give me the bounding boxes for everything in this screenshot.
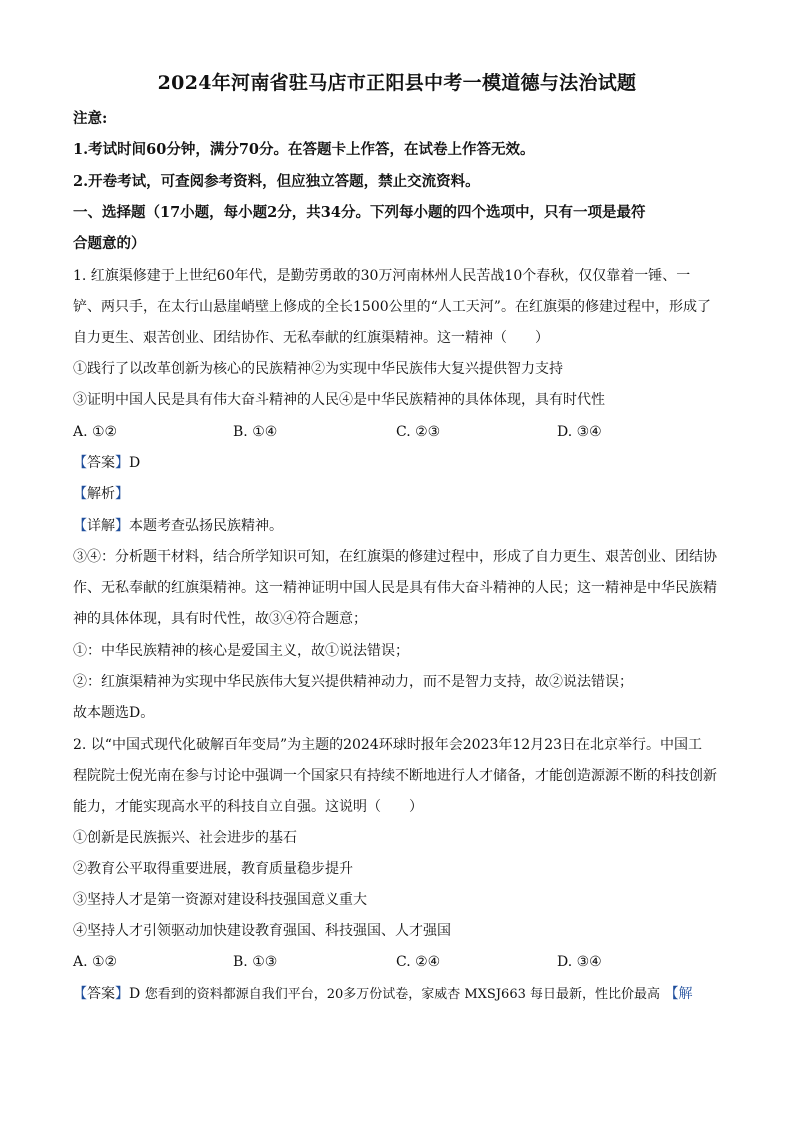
detail-tag-close: 】 (115, 518, 129, 534)
q1-statement-1: ①践行了以改革创新为核心的民族精神②为实现中华民族伟大复兴提供智力支持 (73, 361, 563, 377)
q2-answer-line (73, 985, 733, 1004)
q1-analysis-tag (73, 485, 129, 503)
detail-text: 本题考查弘扬民族精神。 (129, 518, 283, 534)
detail-tag-label: 详解 (87, 518, 115, 534)
q2-statement-4: ④坚持人才引领驱动加快建设教育强国、科技强国、人才强国 (73, 923, 451, 939)
q2-option-b: B. ①③ (233, 954, 278, 970)
q1-detail-line-5: ①：中华民族精神的核心是爱国主义，故①说法错误； (73, 643, 409, 659)
analysis-tag-open: 【 (73, 486, 87, 502)
analysis-tag-label: 解析 (87, 486, 115, 502)
q1-detail-line-6: ②：红旗渠精神为实现中华民族伟大复兴提供精神动力，而不是智力支持，故②说法错误； (73, 674, 633, 690)
q2-answer-tag-close: 】 (115, 986, 129, 1002)
q1-answer (73, 454, 140, 472)
q1-detail-line-4: 神的具体体现，具有时代性，故③④符合题意； (73, 611, 367, 627)
analysis-tag-close: 】 (115, 486, 129, 502)
section-heading-line-2: 合题意的） (73, 235, 146, 252)
q1-option-b: B. ①④ (233, 424, 278, 440)
q2-statement-1: ①创新是民族振兴、社会进步的基石 (73, 830, 297, 846)
answer-tag-close: 】 (115, 455, 129, 471)
answer-value: D (129, 455, 141, 471)
q2-option-a: A. ①② (73, 954, 118, 970)
answer-tag-open: 【 (73, 455, 87, 471)
q1-stem-line-2: 铲、两只手，在太行山悬崖峭壁上修成的全长1500公里的“人工天河”。在红旗渠的修建过程中，形成了 (73, 299, 711, 315)
q1-detail-line-7: 故本题选D。 (73, 705, 155, 721)
notes-heading: 注意: (73, 110, 108, 127)
q2-stem-line-3: 能力，才能实现高水平的科技自立自强。这说明（ ） (73, 799, 423, 815)
q1-statement-2: ③证明中国人民是具有伟大奋斗精神的人民④是中华民族精神的具体体现，具有时代性 (73, 392, 605, 408)
q2-answer-tag-label: 答案 (87, 986, 115, 1002)
q2-stem-line-2: 程院院士倪光南在参与讨论中强调一个国家只有持续不断地进行人才储备，才能创造源源不断的科技创新 (73, 768, 717, 784)
q1-option-c: C. ②③ (396, 424, 441, 440)
q2-answer-tag-open: 【 (73, 986, 87, 1002)
q2-option-d: D. ③④ (557, 954, 602, 970)
q2-stem-line-1: 2. 以“中国式现代化破解百年变局”为主题的2024环球时报年会2023年12月23日在北京举行。中国工 (73, 737, 703, 753)
note-1: 1.考试时间60分钟，满分70分。在答题卡上作答，在试卷上作答无效。 (73, 141, 535, 158)
q2-option-c: C. ②④ (396, 954, 441, 970)
q2-answer-value: D (129, 986, 141, 1002)
q1-stem-line-3: 自力更生、艰苦创业、团结协作、无私奉献的红旗渠精神。这一精神（ ） (73, 330, 549, 346)
watermark-text: 您看到的资料都源自我们平台，20多万份试卷，家威杏 MXSJ663 每日最新，性比价最高 (144, 987, 660, 1002)
section-heading-line-1: 一、选择题（17小题，每小题2分，共34分。下列每小题的四个选项中，只有一项是最符 (73, 204, 646, 221)
answer-tag-label: 答案 (87, 455, 115, 471)
page-title: 2024年河南省驻马店市正阳县中考一模道德与法治试题 (157, 72, 637, 94)
q1-detail-line-2: ③④：分析题干材料，结合所学知识可知，在红旗渠的修建过程中，形成了自力更生、艰苦创业、团结协 (73, 549, 717, 565)
q1-detail-line-3: 作、无私奉献的红旗渠精神。这一精神证明中国人民是具有伟大奋斗精神的人民；这一精神是中华民族精 (73, 580, 717, 596)
q2-analysis-tag-start: 【解 (664, 986, 693, 1002)
detail-tag-open: 【 (73, 518, 87, 534)
q2-statement-3: ③坚持人才是第一资源对建设科技强国意义重大 (73, 892, 367, 908)
note-2: 2.开卷考试，可查阅参考资料，但应独立答题，禁止交流资料。 (73, 173, 480, 190)
q1-option-d: D. ③④ (557, 424, 602, 440)
q2-statement-2: ②教育公平取得重要进展，教育质量稳步提升 (73, 861, 353, 877)
q1-option-a: A. ①② (73, 424, 118, 440)
q1-detail (73, 517, 283, 535)
q1-stem-line-1: 1. 红旗渠修建于上世纪60年代，是勤劳勇敢的30万河南林州人民苦战10个春秋，仅仅靠着一锤、一 (73, 268, 691, 284)
